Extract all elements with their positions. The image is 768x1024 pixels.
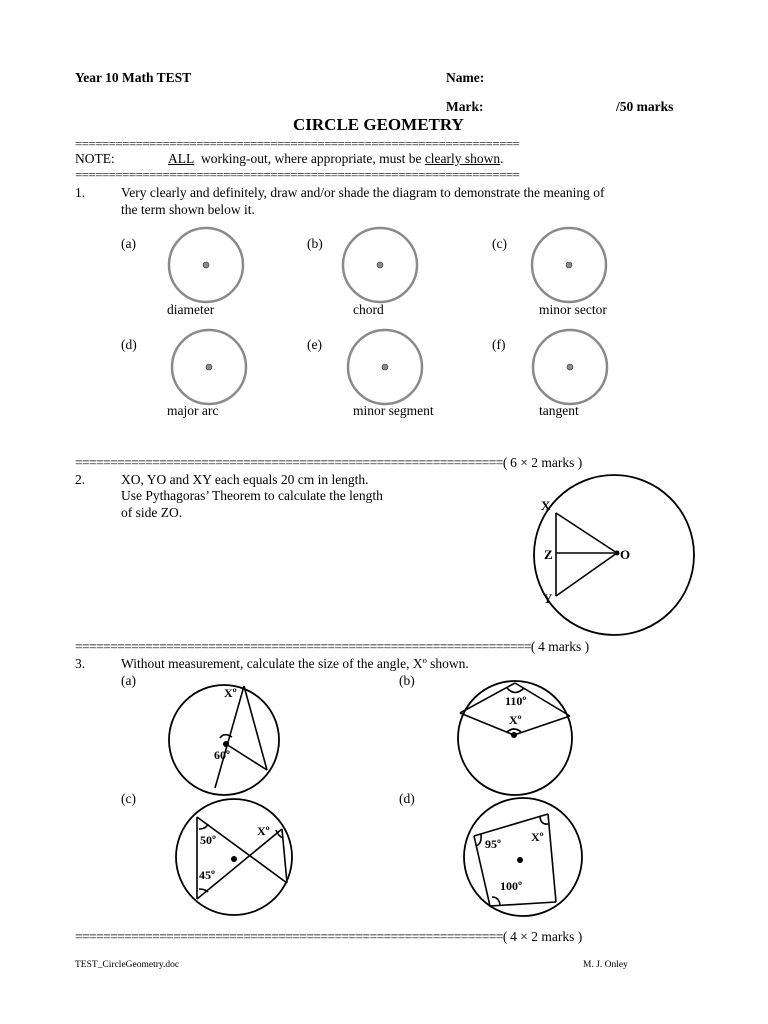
q3a-x: Xº — [224, 686, 237, 700]
separator-rule: =============================================================( — [75, 929, 507, 944]
q1f-letter: (f) — [492, 337, 506, 352]
q3c-angle1: 50º — [200, 833, 216, 847]
main-title: CIRCLE GEOMETRY — [293, 115, 464, 134]
note-period: . — [500, 151, 504, 166]
q3b-x: Xº — [509, 713, 522, 727]
q3d-letter: (d) — [399, 791, 415, 806]
q1a-letter: (a) — [121, 236, 136, 251]
q3d-x: Xº — [531, 830, 544, 844]
q1f-term: tangent — [539, 403, 579, 418]
q1e-term: minor segment — [353, 403, 434, 418]
label-z: Z — [544, 547, 553, 562]
q1-line2: the term shown below it. — [121, 202, 255, 217]
note-clearly: clearly shown — [424, 151, 501, 166]
q3a-angle: 60º — [214, 748, 230, 762]
footer-author: M. J. Onley — [583, 960, 628, 970]
q3c-angle2: 45º — [199, 868, 215, 882]
q1b-letter: (b) — [307, 236, 323, 251]
q3c-letter: (c) — [121, 791, 136, 806]
q3-line1: Without measurement, calculate the size of the angle, Xº shown. — [121, 656, 469, 671]
mark-label: Mark: — [446, 99, 484, 114]
note-body: working-out, where appropriate, must be — [201, 151, 422, 166]
q2-line1: XO, YO and XY each equals 20 cm in length. — [121, 472, 369, 487]
q3a-letter: (a) — [121, 673, 136, 688]
q3b-angle: 110º — [505, 694, 527, 708]
q1e-letter: (e) — [307, 337, 322, 352]
q3-marks: 4 × 2 marks ) — [506, 929, 583, 944]
q1d-term: major arc — [167, 403, 219, 418]
q2-marks: 4 marks ) — [534, 639, 590, 654]
label-o: O — [620, 547, 631, 562]
q3d-angle1: 95º — [485, 837, 501, 851]
q3d-diagram — [464, 798, 582, 916]
q1c-letter: (c) — [492, 236, 507, 251]
q1-marks: 6 × 2 marks ) — [506, 455, 583, 470]
q3b-letter: (b) — [399, 673, 415, 688]
label-x: X — [541, 498, 551, 513]
q3d-angle2: 100º — [500, 879, 522, 893]
test-title: Year 10 Math TEST — [75, 70, 192, 85]
q1-line1: Very clearly and definitely, draw and/or shade the diagram to demonstrate the meaning of — [121, 185, 605, 200]
q3a-diagram — [169, 685, 279, 795]
q3-marks-line — [75, 929, 582, 945]
separator-rule: =================================================================( — [75, 639, 535, 654]
label-y: Y — [543, 591, 553, 606]
q3c-diagram — [176, 799, 292, 915]
q2-number: 2. — [75, 472, 86, 487]
q1-number: 1. — [75, 185, 86, 200]
q1a-term: diameter — [167, 302, 215, 317]
q1c-term: minor sector — [539, 302, 607, 317]
q1d-letter: (d) — [121, 337, 137, 352]
q2-line3: of side ZO. — [121, 505, 183, 520]
separator-rule: =============================================================( — [75, 455, 507, 470]
name-label: Name: — [446, 70, 485, 85]
q2-line2: Use Pythagoras’ Theorem to calculate the length — [121, 488, 383, 503]
separator-rule: ================================================================== — [75, 168, 520, 181]
q3c-x: Xº — [257, 824, 270, 838]
footer-filename: TEST_CircleGeometry.doc — [75, 960, 180, 970]
q3b-diagram — [458, 681, 572, 795]
separator-rule: ================================================================== — [75, 137, 520, 150]
total-marks: /50 marks — [616, 99, 674, 114]
note-all: ALL — [168, 151, 195, 166]
q1b-term: chord — [353, 302, 384, 317]
q3-number: 3. — [75, 656, 86, 671]
note-label: NOTE: — [75, 151, 115, 166]
